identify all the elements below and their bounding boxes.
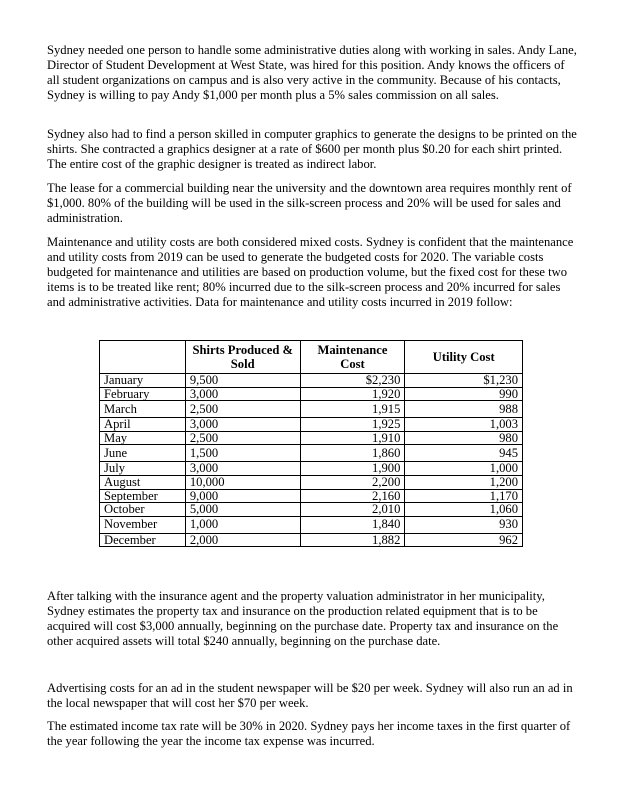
- cell-shirts: 9,500: [185, 374, 300, 388]
- header-shirts: Shirts Produced & Sold: [185, 341, 300, 374]
- cell-utility: 1,060: [405, 503, 523, 517]
- table-row: [100, 489, 523, 503]
- cell-month: April: [100, 418, 186, 432]
- table-header-row: [100, 341, 523, 374]
- cell-maintenance: 1,840: [300, 516, 405, 533]
- cell-maintenance: 2,010: [300, 503, 405, 517]
- table-row: [100, 374, 523, 388]
- table-row: [100, 533, 523, 547]
- cell-month: October: [100, 503, 186, 517]
- cell-utility: 962: [405, 533, 523, 547]
- cell-shirts: 9,000: [185, 489, 300, 503]
- cell-shirts: 3,000: [185, 462, 300, 476]
- cell-utility: 1,000: [405, 462, 523, 476]
- cell-utility: 980: [405, 431, 523, 445]
- cell-utility: $1,230: [405, 374, 523, 388]
- cell-month: March: [100, 401, 186, 418]
- header-maintenance: Maintenance Cost: [300, 341, 405, 374]
- cell-month: December: [100, 533, 186, 547]
- cell-shirts: 3,000: [185, 387, 300, 401]
- cell-maintenance: 2,200: [300, 475, 405, 489]
- cell-utility: 945: [405, 445, 523, 462]
- cell-maintenance: 1,882: [300, 533, 405, 547]
- cell-shirts: 10,000: [185, 475, 300, 489]
- paragraph-lease: The lease for a commercial building near the university and the downtown area requires monthly rent of $1,000. 80% of the building will be used in the silk-screen process and 20% will be used for sales and administration.: [47, 181, 572, 225]
- cell-month: November: [100, 516, 186, 533]
- cell-month: May: [100, 431, 186, 445]
- cell-utility: 930: [405, 516, 523, 533]
- cell-utility: 988: [405, 401, 523, 418]
- cell-shirts: 2,000: [185, 533, 300, 547]
- header-month: [100, 341, 186, 374]
- table-row: [100, 462, 523, 476]
- cell-utility: 1,170: [405, 489, 523, 503]
- table-row: [100, 475, 523, 489]
- cell-shirts: 3,000: [185, 418, 300, 432]
- cell-shirts: 2,500: [185, 401, 300, 418]
- cell-shirts: 2,500: [185, 431, 300, 445]
- table-row: [100, 431, 523, 445]
- paragraph-maintenance-utility: Maintenance and utility costs are both considered mixed costs. Sydney is confident that the maintenance and utility costs from 2019 can be used to generate the budgeted costs for 2020. The variable costs budgeted for maintenance and utilities are based on production volume, but the fixed cost for these two items is to be treated like rent; 80% incurred due to the silk-screen process and 20% incurred for sales and administrative activities. Data for maintenance and utility costs incurred in 2019 follow:: [47, 235, 574, 309]
- cost-data-table: [99, 340, 523, 547]
- cell-month: August: [100, 475, 186, 489]
- table-row: [100, 516, 523, 533]
- paragraph-graphic-designer: Sydney also had to find a person skilled in computer graphics to generate the designs to be printed on the shirts. She contracted a graphics designer at a rate of $600 per month plus $0.20 for each shirt printed. The entire cost of the graphic designer is treated as indirect labor.: [47, 127, 577, 171]
- cell-month: February: [100, 387, 186, 401]
- table-row: [100, 401, 523, 418]
- table-row: [100, 503, 523, 517]
- paragraph-income-tax: The estimated income tax rate will be 30% in 2020. Sydney pays her income taxes in the first quarter of the year following the year the income tax expense was incurred.: [47, 719, 571, 748]
- cell-maintenance: 1,915: [300, 401, 405, 418]
- cell-shirts: 1,000: [185, 516, 300, 533]
- paragraph-property-tax-insurance: After talking with the insurance agent and the property valuation administrator in her municipality, Sydney estimates the property tax and insurance on the production related equipment that is to be acquired will cost $3,000 annually, beginning on the purchase date. Property tax and insurance on the other acquired assets will total $240 annually, beginning on the purchase date.: [47, 589, 559, 648]
- cell-maintenance: 1,920: [300, 387, 405, 401]
- cell-maintenance: 1,900: [300, 462, 405, 476]
- cell-utility: 1,003: [405, 418, 523, 432]
- cell-maintenance: 2,160: [300, 489, 405, 503]
- cell-shirts: 1,500: [185, 445, 300, 462]
- table-row: [100, 445, 523, 462]
- paragraph-administrative-staff: Sydney needed one person to handle some administrative duties along with working in sales. Andy Lane, Director of Student Development at West State, was hired for this position. Andy knows the officers of all student organizations on campus and is also very active in the community. Because of his contacts, Sydney is willing to pay Andy $1,000 per month plus a 5% sales commission on all sales.: [47, 43, 577, 102]
- cell-maintenance: 1,910: [300, 431, 405, 445]
- cell-month: July: [100, 462, 186, 476]
- cell-month: January: [100, 374, 186, 388]
- cell-maintenance: 1,860: [300, 445, 405, 462]
- cell-maintenance: 1,925: [300, 418, 405, 432]
- paragraph-advertising: Advertising costs for an ad in the student newspaper will be $20 per week. Sydney will also run an ad in the local newspaper that will cost her $70 per week.: [47, 681, 573, 710]
- header-utility: Utility Cost: [405, 341, 523, 374]
- cell-month: September: [100, 489, 186, 503]
- table-row: [100, 418, 523, 432]
- cell-month: June: [100, 445, 186, 462]
- cell-utility: 1,200: [405, 475, 523, 489]
- cell-shirts: 5,000: [185, 503, 300, 517]
- cell-maintenance: $2,230: [300, 374, 405, 388]
- cell-utility: 990: [405, 387, 523, 401]
- table-row: [100, 387, 523, 401]
